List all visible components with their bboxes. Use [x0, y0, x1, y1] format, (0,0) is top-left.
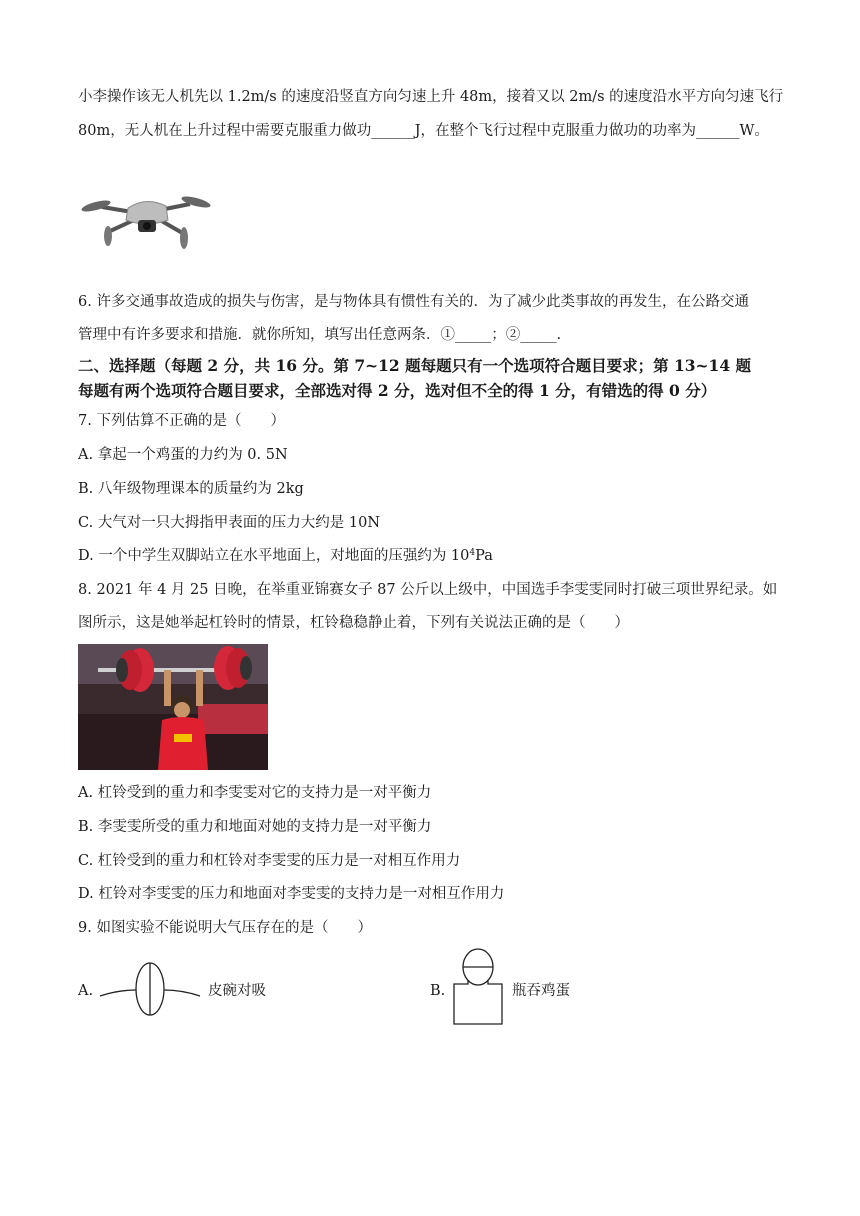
q9-option-b-label: 瓶吞鸡蛋 [512, 983, 570, 999]
q8-line1: 8. 2021 年 4 月 25 日晚，在举重亚锦赛女子 87 公斤以上级中，中国选手李雯雯同时打破三项世界纪录。如 [78, 582, 778, 598]
q8-option-b: B. 李雯雯所受的重力和地面对她的支持力是一对平衡力 [78, 819, 432, 835]
q9-stem: 9. 如图实验不能说明大气压存在的是（ ） [78, 920, 372, 936]
q8-option-d: D. 杠铃对李雯雯的压力和地面对李雯雯的支持力是一对相互作用力 [78, 886, 505, 902]
q9-option-b-letter: B. [430, 983, 446, 999]
q6-line2: 管理中有许多要求和措施．就你所知，填写出任意两条．①_____；②_____. [78, 327, 562, 343]
q5-line1: 小李操作该无人机先以 1.2m/s 的速度沿竖直方向匀速上升 48m，接着又以 2m/s 的速度沿水平方向匀速飞行 [78, 89, 784, 105]
q8-option-a: A. 杠铃受到的重力和李雯雯对它的支持力是一对平衡力 [78, 785, 432, 801]
q7-option-d: D. 一个中学生双脚站立在水平地面上，对地面的压强约为 $10^4Pa$ [78, 548, 493, 564]
section2-line2: 每题有两个选项符合题目要求，全部选对得 2 分，选对但不全的得 1 分，有错选的得 0 分） [78, 381, 717, 400]
drone-image [80, 182, 212, 252]
q8-line2: 图所示，这是她举起杠铃时的情景，杠铃稳稳静止着，下列有关说法正确的是（ ） [78, 615, 629, 631]
q7-stem: 7. 下列估算不正确的是（ ） [78, 413, 285, 429]
q6-line1: 6. 许多交通事故造成的损失与伤害，是与物体具有惯性有关的．为了减少此类事故的再发生，在公路交通 [78, 294, 749, 310]
q7-option-c: C. 大气对一只大拇指甲表面的压力大约是 10N [78, 515, 381, 531]
suction-cups-diagram [98, 960, 202, 1018]
section2-line1: 二、选择题（每题 2 分，共 16 分。第 7~12 题每题只有一个选项符合题目要求；第 13~14 题 [78, 356, 751, 375]
q9-option-a-label: 皮碗对吸 [208, 983, 266, 999]
q7-option-b: B. 八年级物理课本的质量约为 2kg [78, 481, 304, 497]
bottle-egg-diagram [450, 946, 506, 1028]
q5-line2: 80m，无人机在上升过程中需要克服重力做功______J，在整个飞行过程中克服重力做功的功率为______W。 [78, 123, 769, 139]
q9-option-a-letter: A. [78, 983, 94, 999]
q8-option-c: C. 杠铃受到的重力和杠铃对李雯雯的压力是一对相互作用力 [78, 853, 461, 869]
q7-option-a: A. 拿起一个鸡蛋的力约为 0. 5N [78, 447, 288, 463]
weightlifter-photo [78, 644, 268, 770]
